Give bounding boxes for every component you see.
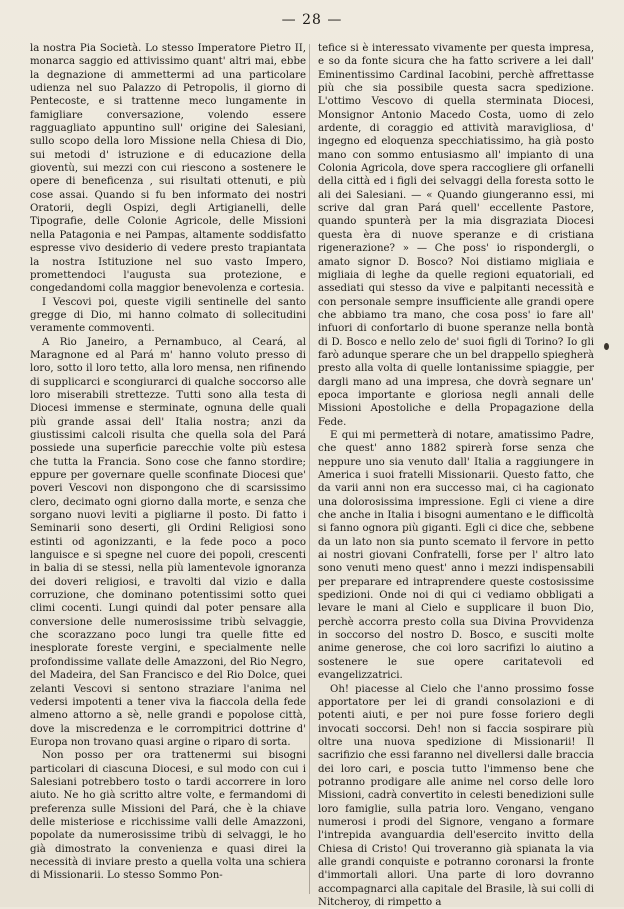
page-number: — 28 — [0, 12, 624, 28]
paragraph: E qui mi permetterà di notare, amatissimo Padre, che quest' anno 1882 spirerà forse senza che neppure uno sia venuto dall' Italia a raggiungere in America i suoi fratelli Missionarii. Questo fatto, che da varii anni non era successo mai, ci ha cagionato una dolorosissima impressione. Egli ci viene a dire che anche in Italia i bisogni aumentano e le difficoltà si fanno ognora più giganti. Egli ci dice che, sebbene da un lato non sia punto scemato il fervore in petto ai nostri giovani Confratelli, forse per l' altro lato sono venuti meno quest' anno i mezzi indispensabili per preparare ed intraprendere queste costosissime spedizioni. Onde noi di qui ci vediamo obbligati a levare le mani al Cielo e supplicare il buon Dio, perchè accorra presto colla sua Divina Provvidenza in soccorso del nostro D. Bosco, e susciti molte anime generose, che coi loro sacrifizi lo aiutino a sostenere le sue opere caritatevoli ed evangelizzatrici. [318, 429, 594, 683]
paragraph: la nostra Pia Società. Lo stesso Imperatore Pietro II, monarca saggio ed attivissimo quant' altri mai, ebbe la degnazione di ammettermi ad una particolare udienza nel suo Palazzo di Petropolis, il giorno di Pentecoste, e si trattenne meco lungamente in famigliare conversazione, volendo essere ragguagliato appuntino sull' origine dei Salesiani, sullo scopo della loro Missione nella Chiesa di Dio, sui metodi d' istruzione e di educazione della gioventù, sui mezzi con cui riescono a sostenere le opere di beneficenza , sui risultati ottenuti, e più cose assai. Quando si fu ben informato dei nostri Oratorii, degli Ospizi, degli Artigianelli, delle Tipografie, delle Colonie Agricole, delle Missioni nella Patagonia e nei Pampas, altamente soddisfatto espresse vivo desiderio di vedere presto trapiantata la nostra Istituzione nel suo vasto Impero, promettendoci l'augusta sua protezione, e congedandomi colla maggior benevolenza e cortesia. [30, 42, 306, 296]
paragraph: Oh! piacesse al Cielo che l'anno prossimo fosse apportatore per lei di grandi consolazioni e di potenti aiuti, e per noi pure fosse foriero degli invocati soccorsi. Deh! non si faccia sospirare più oltre una nuova spedizione di Missionarii! Il sacrifizio che essi faranno nel divellersi dalle braccia dei loro cari, e poscia tutto l'immenso bene che potranno prodigare alle anime nel corso delle loro Missioni, cadrà convertito in celesti benedizioni sulle loro famiglie, sulla patria loro. Vengano, vengano numerosi i prodi del Signore, vengano a formare l'intrepida avanguardia dell'esercito invitto della Chiesa di Cristo! Qui troveranno già spianata la via alle grandi conquiste e potranno coronarsi la fronte d'immortali allori. Una parte di loro dovranno accompagnarci alla capitale del Brasile, là sui colli di Nitcheroy, di rimpetto a [318, 683, 594, 909]
paragraph: tefice si è interessato vivamente per questa impresa, e so da fonte sicura che ha fatto scrivere a lei dall' Eminentissimo Cardinal Iacobini, perchè affrettasse più che sia possibile questa sacra spedizione. L'ottimo Vescovo di quella sterminata Diocesi, Monsignor Antonio Macedo Costa, uomo di zelo ardente, di coraggio ed attività maravigliosa, d' ingegno ed eloquenza specchiatissimo, ha già posto mano con sommo entusiasmo all' impianto di una Colonia Agricola, dove spera raccogliere gli orfanelli della città ed i figli dei selvaggi della foresta sotto le ali dei Salesiani. — « Quando giungeranno essi, mi scrive dal gran Pará quell' eccellente Pastore, quando spunterà per la mia disgraziata Diocesi questa èra di nuove speranze e di cristiana rigenerazione? » — Che poss' io rispondergli, o amato signor D. Bosco? Noi distiamo migliaia e migliaia di leghe da quelle regioni equatoriali, ed assediati qui stesso da vive e palpitanti necessità e con personale sempre insufficiente alle grandi opere che abbiamo tra mano, che cosa poss' io fare all' infuori di confortarlo di buone speranze nella bontà di D. Bosco e nello zelo de' suoi figli di Torino? Io gli farò adunque sperare che un bel drappello spiegherà presto alla volta di quelle lontanissime spiaggie, per dargli mano ad una impresa, che dovrà segnare un' epoca importante e gloriosa negli annali delle Missioni Apostoliche e della Propagazione della Fede. [318, 42, 594, 429]
paragraph: I Vescovi poi, queste vigili sentinelle del santo gregge di Dio, mi hanno colmato di sollecitudini veramente commoventi. [30, 296, 306, 336]
margin-ink-mark [604, 343, 609, 350]
left-column [30, 42, 306, 883]
column-divider [309, 44, 310, 894]
right-column [318, 42, 594, 909]
paragraph: A Rio Janeiro, a Pernambuco, al Ceará, al Maragnone ed al Pará m' hanno voluto presso di loro, sotto il loro tetto, alla loro mensa, nen rifinendo di supplicarci e scongiurarci di qualche soccorso alle loro miserabili strettezze. Tutti sono alla testa di Diocesi immense e sterminate, ognuna delle quali più grande assai dell' Italia nostra; anzi da giustissimi calcoli risulta che quella sola del Pará possiede una superficie parecchie volte più estesa che tutta la Francia. Sono cose che fanno stordire; eppure per governare quelle sconfinate Diocesi que' poveri Vescovi non dispongono che di scarsissimo clero, decimato ogni giorno dalla morte, e senza che sorgano nuovi leviti a pigliarne il posto. Di fatto i Seminarii sono deserti, gli Ordini Religiosi sono estinti od agonizzanti, e la fede poco a poco languisce e si spegne nel cuore dei popoli, crescenti in balia di se stessi, nella più lamentevole ignoranza dei doveri religiosi, e travolti dal vizio e dalla corruzione, che dominano potentissimi sotto quei climi cocenti. Lungi quindi dal poter pensare alla conversione delle numerosissime tribù selvaggie, che scorazzano poco lungi tra quelle fitte ed inesplorate foreste vergini, e specialmente nelle profondissime vallate delle Amazzoni, del Rio Negro, del Madeira, del San Francisco e del Rio Dolce, quei zelanti Vescovi si sentono straziare l'anima nel vedersi impotenti a tener viva la fiaccola della fede almeno attorno a sè, nelle grandi e popolose città, dove la miscredenza e le corrompitrici dottrine d' Europa non trovano quasi argine o riparo di sorta. [30, 336, 306, 750]
paragraph: Non posso per ora trattenermi sui bisogni particolari di ciascuna Diocesi, e sul modo con cui i Salesiani potrebbero tosto o tardi accorrere in loro aiuto. Ne ho già scritto altre volte, e fermandomi di preferenza sulle Missioni del Pará, che è la chiave delle misteriose e ricchissime valli delle Amazzoni, popolate da numerosissime tribù di selvaggi, le ho già dimostrato la convenienza e quasi direi la necessità di inviare presto a quella volta una schiera di Missionarii. Lo stesso Sommo Pon- [30, 749, 306, 882]
